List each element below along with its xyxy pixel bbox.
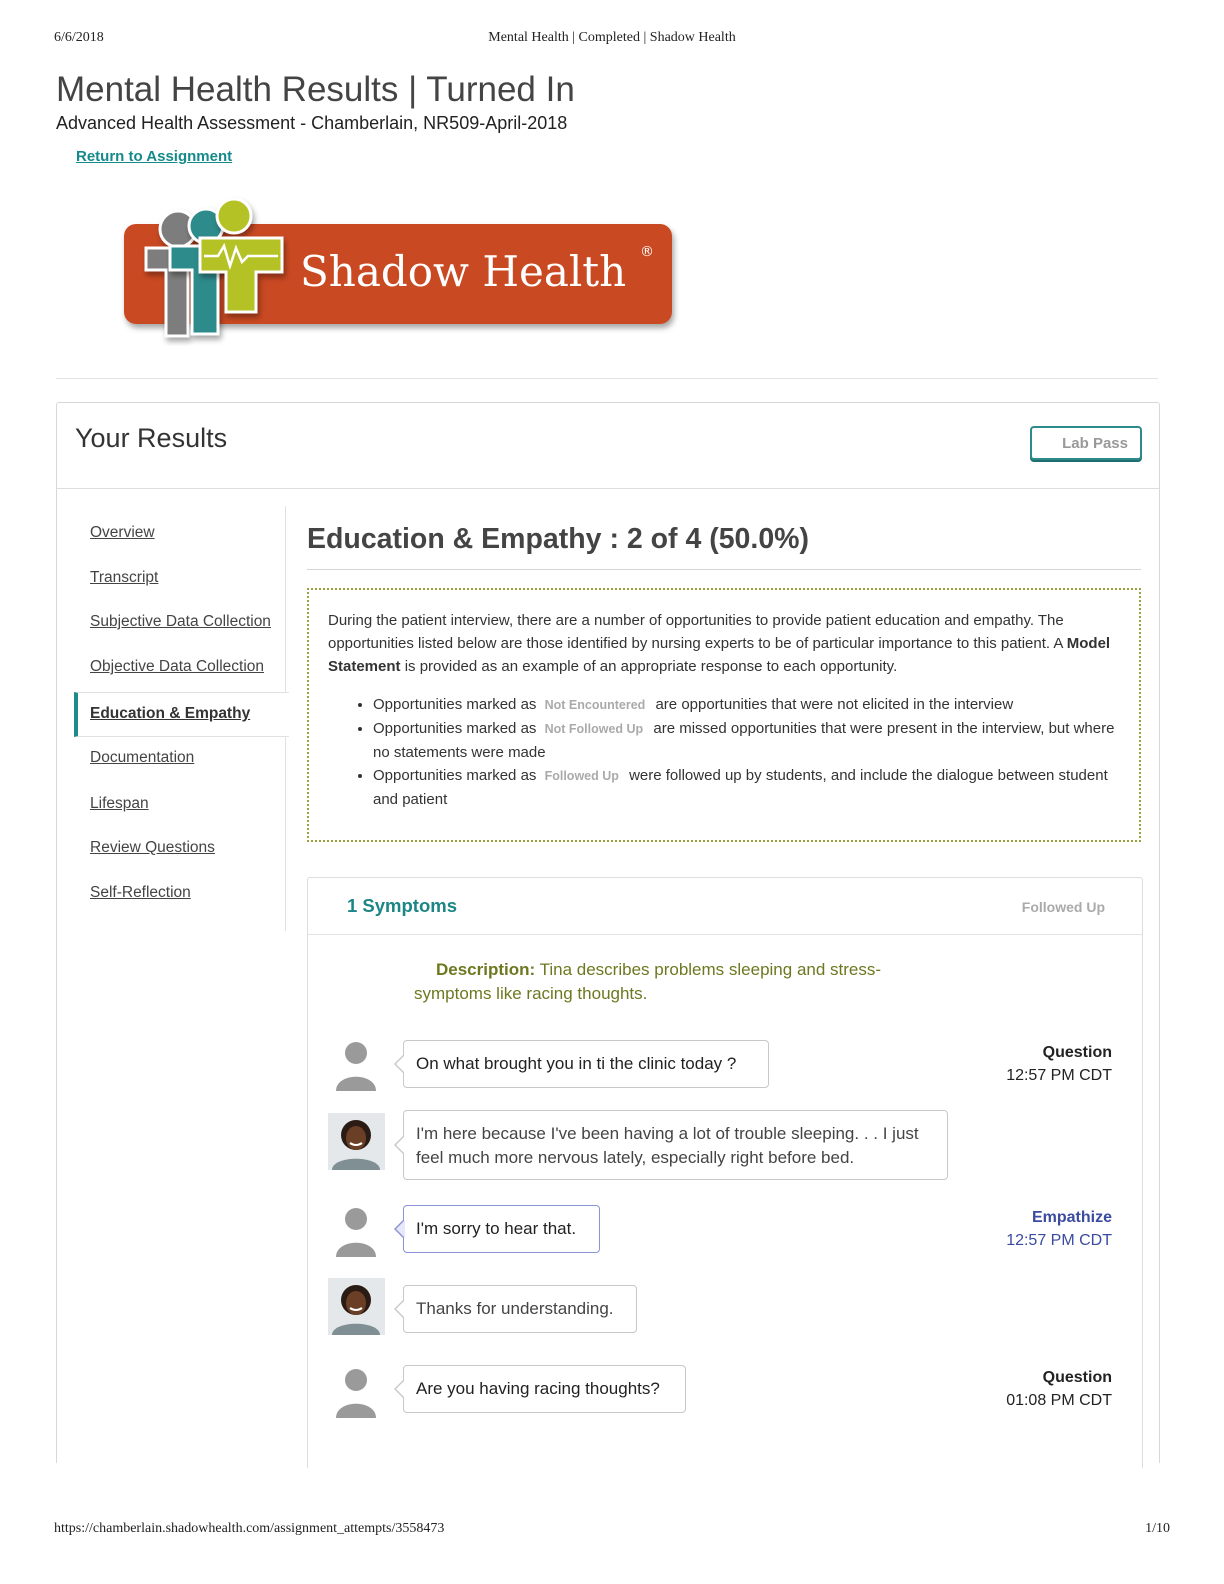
print-footer bbox=[54, 1521, 1170, 1541]
section-title: Education & Empathy : 2 of 4 (50.0%) bbox=[307, 523, 810, 555]
page-title: Mental Health Results | Turned In bbox=[56, 70, 575, 109]
return-to-assignment-link[interactable]: Return to Assignment bbox=[76, 148, 233, 165]
lab-pass-button[interactable]: Lab Pass bbox=[1030, 426, 1142, 460]
legend-item: • Opportunities marked as Followed Up were followed up by students, and include the dialogue between student and patient bbox=[373, 764, 1128, 811]
legend-list bbox=[328, 693, 1128, 811]
student-avatar-icon bbox=[328, 1200, 385, 1257]
not-followed-up-tag: Not Followed Up bbox=[544, 722, 644, 736]
page-subtitle: Advanced Health Assessment - Chamberlain, NR509-April-2018 bbox=[56, 113, 568, 133]
patient-message: I'm here because I've been having a lot of trouble sleeping. . . I just feel much more nervous lately, especially right before bed. bbox=[403, 1110, 948, 1180]
student-avatar-icon bbox=[328, 1361, 385, 1418]
opportunity-status: Followed Up bbox=[1021, 899, 1105, 915]
sidebar-item-lifespan[interactable]: Lifespan bbox=[90, 795, 149, 812]
message-meta: Question 12:57 PM CDT bbox=[1006, 1044, 1112, 1084]
description-label: Description: bbox=[436, 960, 536, 979]
model-statement-label: Model Statement bbox=[328, 635, 1111, 676]
section-divider bbox=[307, 569, 1141, 570]
student-empathy-message: I'm sorry to hear that. bbox=[403, 1205, 600, 1253]
results-sidebar bbox=[74, 506, 286, 931]
instructions-text: During the patient interview, there are a number of opportunities to provide patient education and empathy. The opportunities listed below are those identified by nursing experts to be of particular importance to this patient. A Model Statement is provided as an example of an appropriate response to each opportunity. bbox=[328, 612, 1111, 676]
sidebar-item-education-empathy[interactable]: Education & Empathy bbox=[74, 692, 289, 737]
print-title: Mental Health | Completed | Shadow Health bbox=[488, 30, 736, 45]
opportunity-description: Description: Tina describes problems sleeping and stress-symptoms like racing thoughts. bbox=[414, 960, 882, 1003]
legend-item: • Opportunities marked as Not Followed Up are missed opportunities that were present in the interview, but where no statements were made bbox=[373, 717, 1128, 764]
sidebar-item-review-questions[interactable]: Review Questions bbox=[90, 839, 215, 856]
student-message: On what brought you in ti the clinic today ? bbox=[403, 1040, 769, 1088]
student-avatar-icon bbox=[328, 1034, 385, 1091]
opportunity-card bbox=[307, 877, 1143, 1468]
print-page-number: 1/10 bbox=[1145, 1521, 1170, 1536]
print-url: https://chamberlain.shadowhealth.com/assignment_attempts/3558473 bbox=[54, 1521, 445, 1536]
student-message: Are you having racing thoughts? bbox=[403, 1365, 686, 1413]
logo-wordmark: Shadow Health bbox=[300, 247, 627, 296]
opportunity-header bbox=[308, 878, 1142, 935]
message-meta: Empathize 12:57 PM CDT bbox=[1006, 1209, 1112, 1249]
svg-text:®: ® bbox=[640, 244, 654, 260]
print-header bbox=[54, 30, 1170, 50]
sidebar-item-documentation[interactable]: Documentation bbox=[90, 749, 195, 766]
header-divider bbox=[56, 378, 1158, 379]
sidebar-item-self-reflection[interactable]: Self-Reflection bbox=[90, 884, 191, 901]
shadow-health-logo bbox=[118, 196, 684, 346]
patient-avatar-icon bbox=[328, 1113, 385, 1170]
results-title: Your Results bbox=[75, 423, 228, 453]
not-encountered-tag: Not Encountered bbox=[544, 698, 646, 712]
message-meta: Question 01:08 PM CDT bbox=[1006, 1369, 1112, 1409]
print-date: 6/6/2018 bbox=[54, 30, 104, 45]
patient-message: Thanks for understanding. bbox=[403, 1285, 637, 1333]
legend-item: • Opportunities marked as Not Encountered are opportunities that were not elicited in the interview bbox=[373, 693, 1128, 717]
patient-avatar-icon bbox=[328, 1278, 385, 1335]
results-panel bbox=[56, 402, 1160, 1463]
sidebar-item-objective-data-collection[interactable]: Objective Data Collection bbox=[90, 658, 265, 675]
opportunity-title: 1 Symptoms bbox=[347, 895, 458, 916]
followed-up-tag: Followed Up bbox=[544, 769, 619, 783]
sidebar-item-overview[interactable]: Overview bbox=[90, 524, 155, 541]
instructions-box bbox=[307, 588, 1141, 842]
sidebar-item-subjective-data-collection[interactable]: Subjective Data Collection bbox=[90, 613, 271, 630]
sidebar-item-transcript[interactable]: Transcript bbox=[90, 569, 159, 586]
results-header bbox=[57, 403, 1159, 489]
